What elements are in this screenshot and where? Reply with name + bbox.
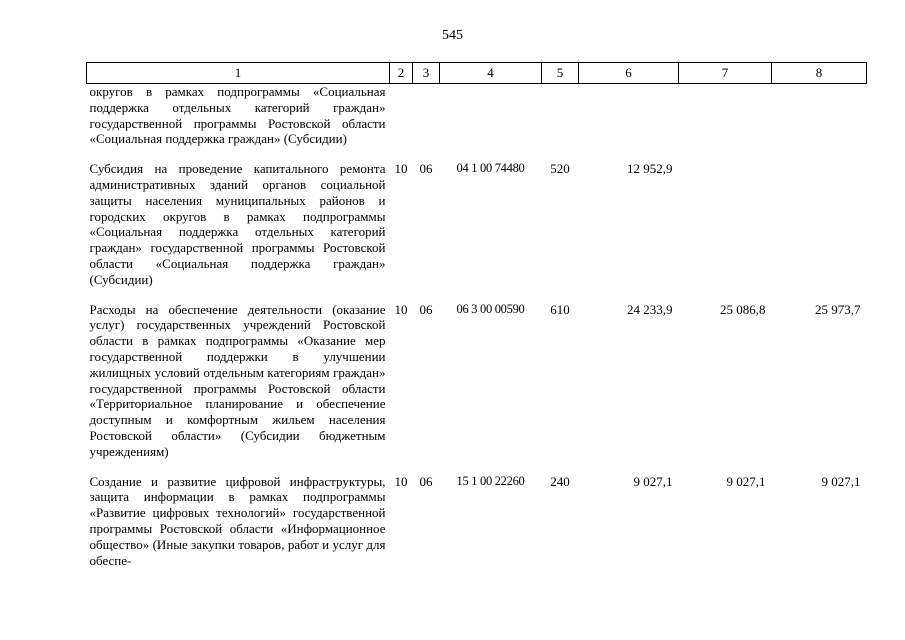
budget-table: [86, 62, 867, 568]
row-target-article: 04 1 00 74480: [456, 161, 525, 176]
row-spacer: [87, 460, 867, 474]
row-expense-type: [542, 84, 579, 148]
header-col-4: 4: [440, 63, 542, 84]
row-amount-col-7: 25 086,8: [720, 301, 766, 317]
row-section-code: [390, 84, 413, 148]
row-amount-col-8: 25 973,7: [815, 301, 861, 317]
row-amount-col-6: 12 952,9: [627, 161, 673, 177]
table-row: [87, 84, 867, 148]
row-target-article: [440, 84, 542, 148]
row-amount-col-6: [579, 84, 679, 148]
row-section-code: 10: [394, 473, 408, 489]
row-section-code: 10: [394, 301, 408, 317]
row-expense-type: 240: [550, 473, 570, 489]
row-amount-col-8: 9 027,1: [821, 473, 861, 489]
row-section-code: 10: [394, 161, 408, 177]
row-amount-col-8: [772, 84, 867, 148]
header-col-6: 6: [579, 63, 679, 84]
row-amount-col-6: 9 027,1: [633, 473, 673, 489]
table-row: [87, 161, 867, 287]
row-amount-col-7: 9 027,1: [726, 473, 766, 489]
header-col-7: 7: [679, 63, 772, 84]
table-row: [87, 302, 867, 460]
row-amount-col-8: [772, 161, 867, 287]
header-row: [87, 63, 867, 84]
row-expense-type: 610: [550, 301, 570, 317]
row-subsection-code: 06: [419, 161, 433, 177]
row-description: Субсидия на проведение капитального ремонта административных зданий органов социальной защиты населения муниципальных районов и городских округов в рамках подпрограммы «Социальная поддержка отдельных категорий граждан» государственной программы Ростовской области «Социальная поддержка граждан» (Субсидии): [89, 161, 386, 287]
row-subsection-code: 06: [419, 301, 433, 317]
header-col-2: 2: [390, 63, 413, 84]
table-body: [87, 84, 867, 569]
row-description: Расходы на обеспечение деятельности (оказание услуг) государственных учреждений Ростовской области в рамках подпрограммы «Оказание мер государственной поддержки в улучшении жилищных условий отдельным категориям граждан» государственной программы Ростовской области «Территориальное планирование и обеспечение доступным и комфортным жильем населения Ростовской области» (Субсидии бюджетным учреждениям): [89, 301, 386, 459]
page-number: 545: [442, 28, 463, 43]
row-amount-col-7: [679, 161, 772, 287]
row-spacer: [87, 288, 867, 302]
row-subsection-code: [413, 84, 440, 148]
table-header: [87, 63, 867, 84]
row-description: округов в рамках подпрограммы «Социальная поддержка отдельных категорий граждан» государственной программы Ростовской области «Социальная поддержка граждан» (Субсидии): [89, 84, 386, 147]
table-row: [87, 474, 867, 569]
row-target-article: 06 3 00 00590: [456, 301, 525, 316]
row-amount-col-6: 24 233,9: [627, 301, 673, 317]
row-subsection-code: 06: [419, 473, 433, 489]
row-target-article: 15 1 00 22260: [456, 473, 525, 488]
row-spacer: [87, 147, 867, 161]
row-amount-col-7: [679, 84, 772, 148]
header-col-8: 8: [772, 63, 867, 84]
header-col-5: 5: [542, 63, 579, 84]
row-expense-type: 520: [550, 161, 570, 177]
header-col-1: 1: [87, 63, 390, 84]
row-description: Создание и развитие цифровой инфраструктуры, защита информации в рамках подпрограммы «Развитие цифровых технологий» государственной программы Ростовской области «Информационное общество» (Иные закупки товаров, работ и услуг для обеспе-: [89, 473, 386, 568]
header-col-3: 3: [413, 63, 440, 84]
